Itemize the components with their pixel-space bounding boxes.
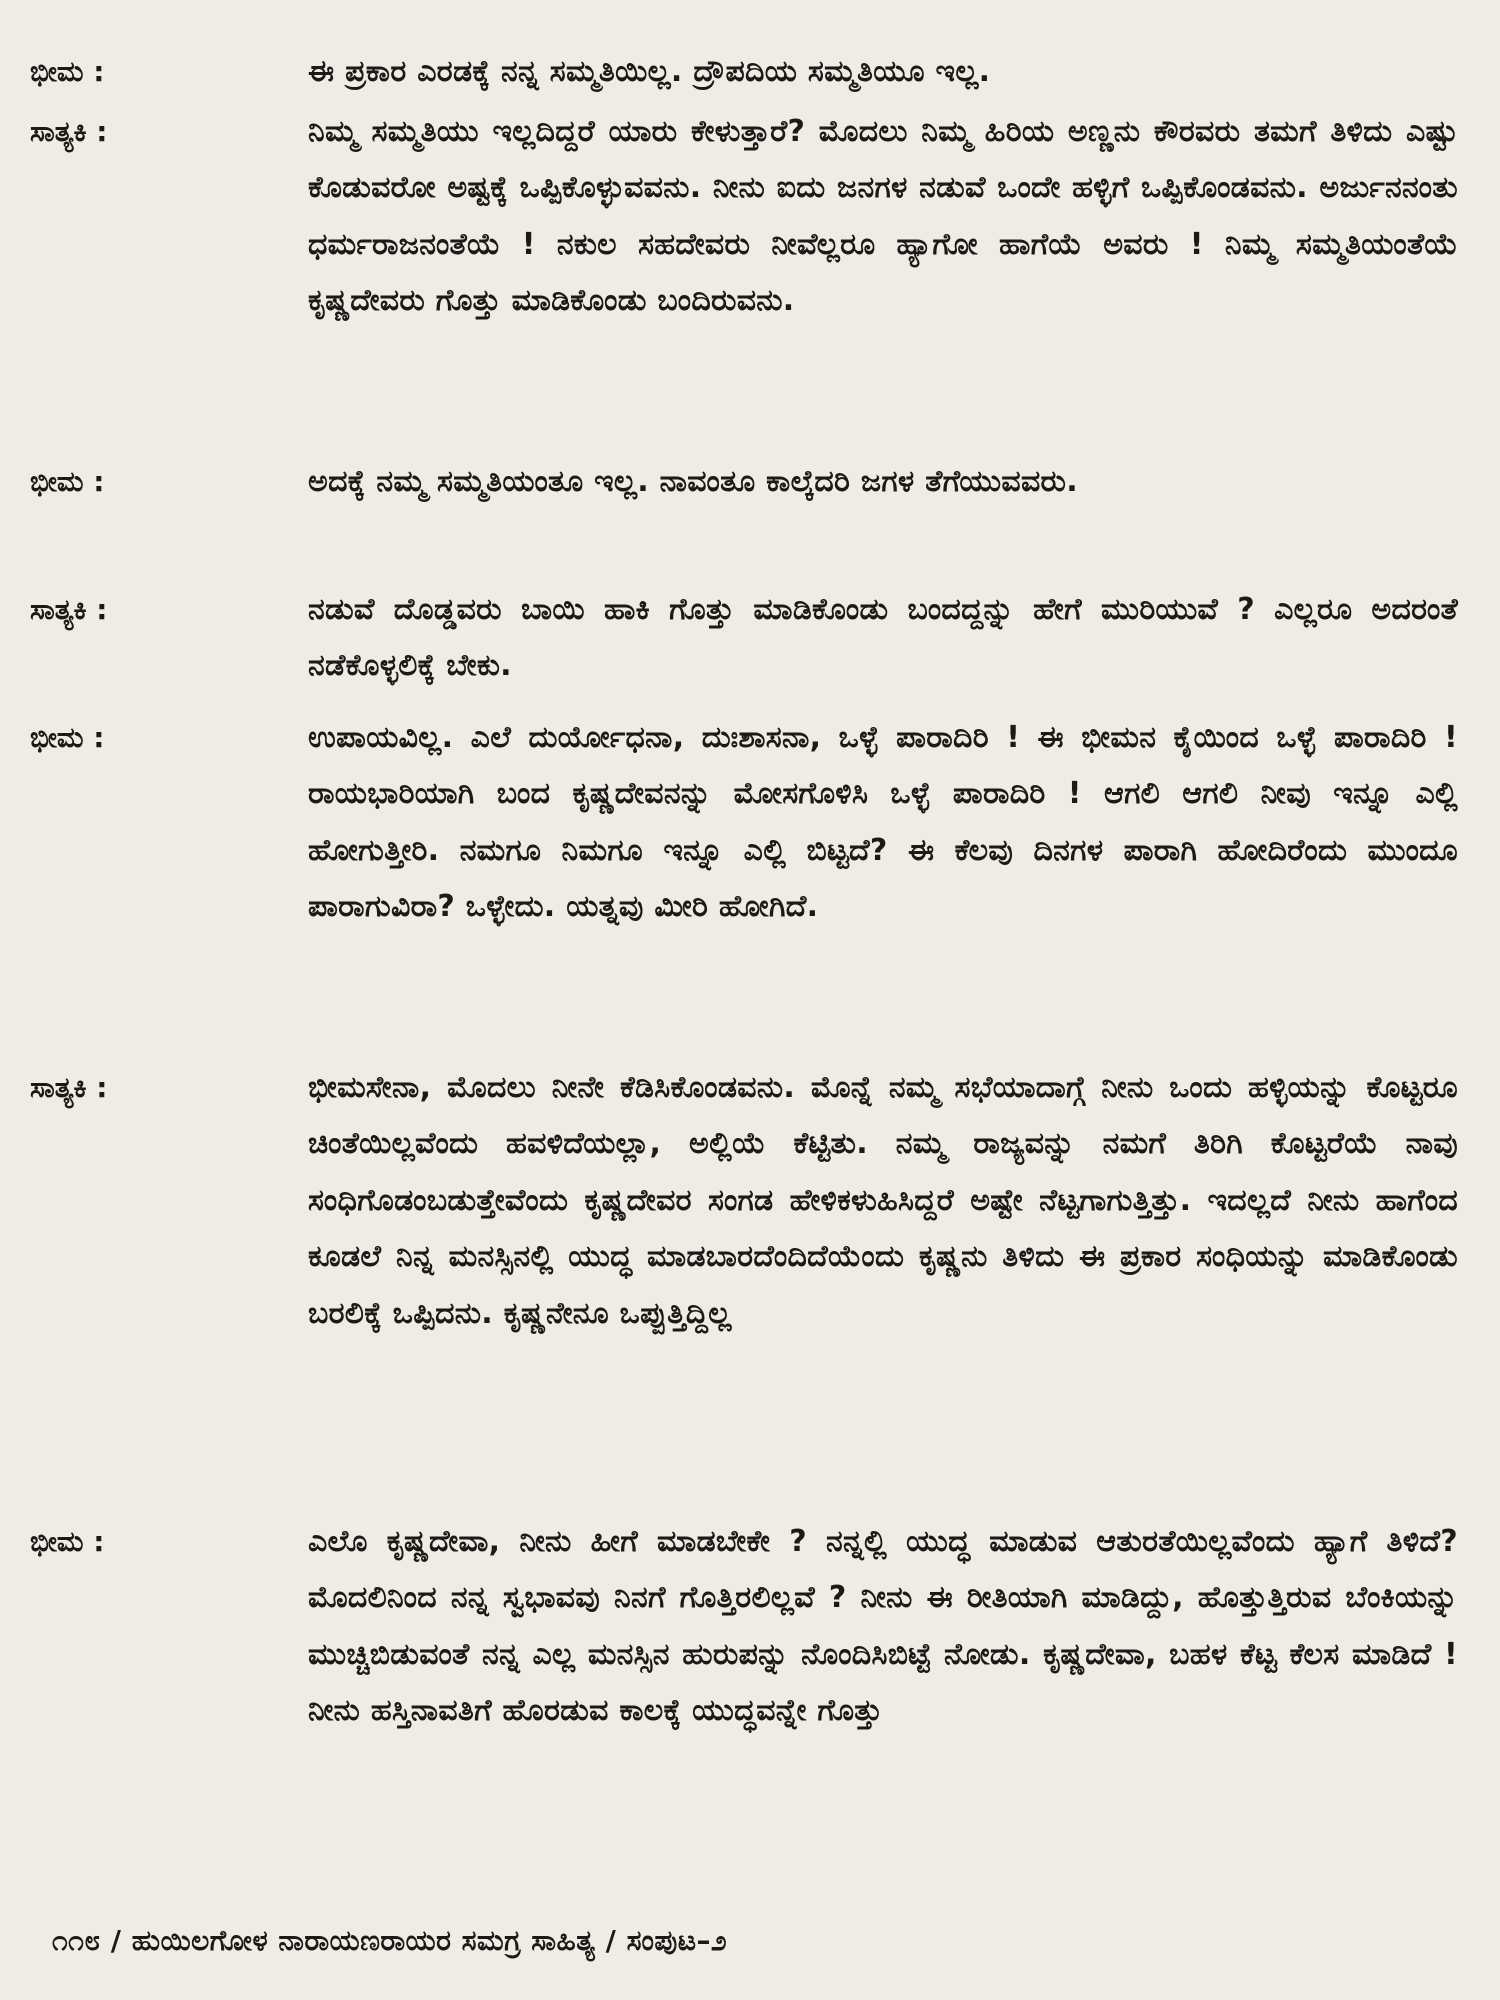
speech-text: ಈ ಪ್ರಕಾರ ಎರಡಕ್ಕೆ ನನ್ನ ಸಮ್ಮತಿಯಿಲ್ಲ. ದ್ರೌಪದಿಯ ಸಮ್ಮತಿಯೂ ಇಲ್ಲ. — [308, 54, 991, 89]
page-footer: ೧೧೮ / ಹುಯಿಲಗೋಳ ನಾರಾಯಣರಾಯರ ಸಮಗ್ರ ಸಾಹಿತ್ಯ / ಸಂಪುಟ–೨ — [52, 1924, 728, 1957]
speaker-label: ಸಾತ್ಯಕಿ : — [30, 593, 108, 626]
speech-text: ಉಪಾಯವಿಲ್ಲ. ಎಲೆ ದುರ್ಯೋಧನಾ, ದುಃಶಾಸನಾ, ಒಳ್ಳೆ ಪಾರಾದಿರಿ ! ಈ ಭೀಮನ ಕೈಯಿಂದ ಒಳ್ಳೆ ಪಾರಾದಿರಿ ! ರಾಯಭಾರಿಯಾಗಿ ಬಂದ ಕೃಷ್ಣದೇವನನ್ನು ಮೋಸಗೊಳಿಸಿ ಒಳ್ಳೆ ಪಾರಾದಿರಿ ! ಆಗಲಿ ಆಗಲಿ ನೀವು ಇನ್ನೂ ಎಲ್ಲಿ ಹೋಗುತ್ತೀರಿ. ನಮಗೂ ನಿಮಗೂ ಇನ್ನೂ ಎಲ್ಲಿ ಬಿಟ್ಟದೆ? ಈ ಕೆಲವು ದಿನಗಳ ಪಾರಾಗಿ ಹೋದಿರೆಂದು ಮುಂದೂ ಪಾರಾಗುವಿರಾ? ಒಳ್ಳೇದು. ಯತ್ನವು ಮೀರಿ ಹೋಗಿದೆ. — [308, 720, 1458, 925]
speaker-label: ಭೀಮ : — [30, 1525, 105, 1558]
speech-text: ಎಲೊ ಕೃಷ್ಣದೇವಾ, ನೀನು ಹೀಗೆ ಮಾಡಬೇಕೇ ? ನನ್ನಲ್ಲಿ ಯುದ್ಧ ಮಾಡುವ ಆತುರತೆಯಿಲ್ಲವೆಂದು ಹ್ಯಾಗೆ ತಿಳಿದೆ? ಮೊದಲಿನಿಂದ ನನ್ನ ಸ್ವಭಾವವು ನಿನಗೆ ಗೊತ್ತಿರಲಿಲ್ಲವೆ ? ನೀನು ಈ ರೀತಿಯಾಗಿ ಮಾಡಿದ್ದು, ಹೊತ್ತುತ್ತಿರುವ ಬೆಂಕಿಯನ್ನು ಮುಚ್ಚಿಬಿಡುವಂತೆ ನನ್ನ ಎಲ್ಲ ಮನಸ್ಸಿನ ಹುರುಪನ್ನು ನೊಂದಿಸಿಬಿಟ್ಟೆ ನೋಡು. ಕೃಷ್ಣದೇವಾ, ಬಹಳ ಕೆಟ್ಟ ಕೆಲಸ ಮಾಡಿದೆ ! ನೀನು ಹಸ್ತಿನಾವತಿಗೆ ಹೊರಡುವ ಕಾಲಕ್ಕೆ ಯುದ್ಧವನ್ನೇ ಗೊತ್ತು — [308, 1524, 1458, 1729]
speech-text: ನಿಮ್ಮ ಸಮ್ಮತಿಯು ಇಲ್ಲದಿದ್ದರೆ ಯಾರು ಕೇಳುತ್ತಾರೆ? ಮೊದಲು ನಿಮ್ಮ ಹಿರಿಯ ಅಣ್ಣನು ಕೌರವರು ತಮಗೆ ತಿಳಿದು ಎಷ್ಟು ಕೊಡುವರೋ ಅಷ್ಟಕ್ಕೆ ಒಪ್ಪಿಕೊಳ್ಳುವವನು. ನೀನು ಐದು ಜನಗಳ ನಡುವೆ ಒಂದೇ ಹಳ್ಳಿಗೆ ಒಪ್ಪಿಕೊಂಡವನು. ಅರ್ಜುನನಂತು ಧರ್ಮರಾಜನಂತೆಯೆ ! ನಕುಲ ಸಹದೇವರು ನೀವೆಲ್ಲರೂ ಹ್ಯಾಗೋ ಹಾಗೆಯೆ ಅವರು ! ನಿಮ್ಮ ಸಮ್ಮತಿಯಂತೆಯೆ ಕೃಷ್ಣದೇವರು ಗೊತ್ತು ಮಾಡಿಕೊಂಡು ಬಂದಿರುವನು. — [308, 114, 1458, 319]
speech-text: ಭೀಮಸೇನಾ, ಮೊದಲು ನೀನೇ ಕೆಡಿಸಿಕೊಂಡವನು. ಮೊನ್ನೆ ನಮ್ಮ ಸಭೆಯಾದಾಗ್ಗೆ ನೀನು ಒಂದು ಹಳ್ಳಿಯನ್ನು ಕೊಟ್ಟರೂ ಚಿಂತೆಯಿಲ್ಲವೆಂದು ಹವಳಿದೆಯಲ್ಲಾ, ಅಲ್ಲಿಯೆ ಕೆಟ್ಟಿತು. ನಮ್ಮ ರಾಜ್ಯವನ್ನು ನಮಗೆ ತಿರಿಗಿ ಕೊಟ್ಟರೆಯೆ ನಾವು ಸಂಧಿಗೊಡಂಬಡುತ್ತೇವೆಂದು ಕೃಷ್ಣದೇವರ ಸಂಗಡ ಹೇಳಿಕಳುಹಿಸಿದ್ದರೆ ಅಷ್ಟೇ ನೆಟ್ಟಗಾಗುತ್ತಿತ್ತು. ಇದಲ್ಲದೆ ನೀನು ಹಾಗೆಂದ ಕೂಡಲೆ ನಿನ್ನ ಮನಸ್ಸಿನಲ್ಲಿ ಯುದ್ಧ ಮಾಡಬಾರದೆಂದಿದೆಯೆಂದು ಕೃಷ್ಣನು ತಿಳಿದು ಈ ಪ್ರಕಾರ ಸಂಧಿಯನ್ನು ಮಾಡಿಕೊಂಡು ಬರಲಿಕ್ಕೆ ಒಪ್ಪಿದನು. ಕೃಷ್ಣನೇನೂ ಒಪ್ಪುತ್ತಿದ್ದಿಲ್ಲ — [308, 1070, 1458, 1331]
speaker-label: ಭೀಮ : — [30, 465, 105, 498]
speaker-label: ಭೀಮ : — [30, 55, 105, 88]
speaker-label: ಸಾತ್ಯಕಿ : — [30, 115, 108, 148]
speaker-label: ಭೀಮ : — [30, 721, 105, 754]
speech-text: ಅದಕ್ಕೆ ನಮ್ಮ ಸಮ್ಮತಿಯಂತೂ ಇಲ್ಲ. ನಾವಂತೂ ಕಾಲ್ಕೆದರಿ ಜಗಳ ತೆಗೆಯುವವರು. — [308, 464, 1078, 499]
speaker-label: ಸಾತ್ಯಕಿ : — [30, 1071, 108, 1104]
speech-text: ನಡುವೆ ದೊಡ್ಡವರು ಬಾಯಿ ಹಾಕಿ ಗೊತ್ತು ಮಾಡಿಕೊಂಡು ಬಂದದ್ದನ್ನು ಹೇಗೆ ಮುರಿಯುವೆ ? ಎಲ್ಲರೂ ಅದರಂತೆ ನಡೆಕೊಳ್ಳಲಿಕ್ಕೆ ಬೇಕು. — [308, 592, 1458, 684]
